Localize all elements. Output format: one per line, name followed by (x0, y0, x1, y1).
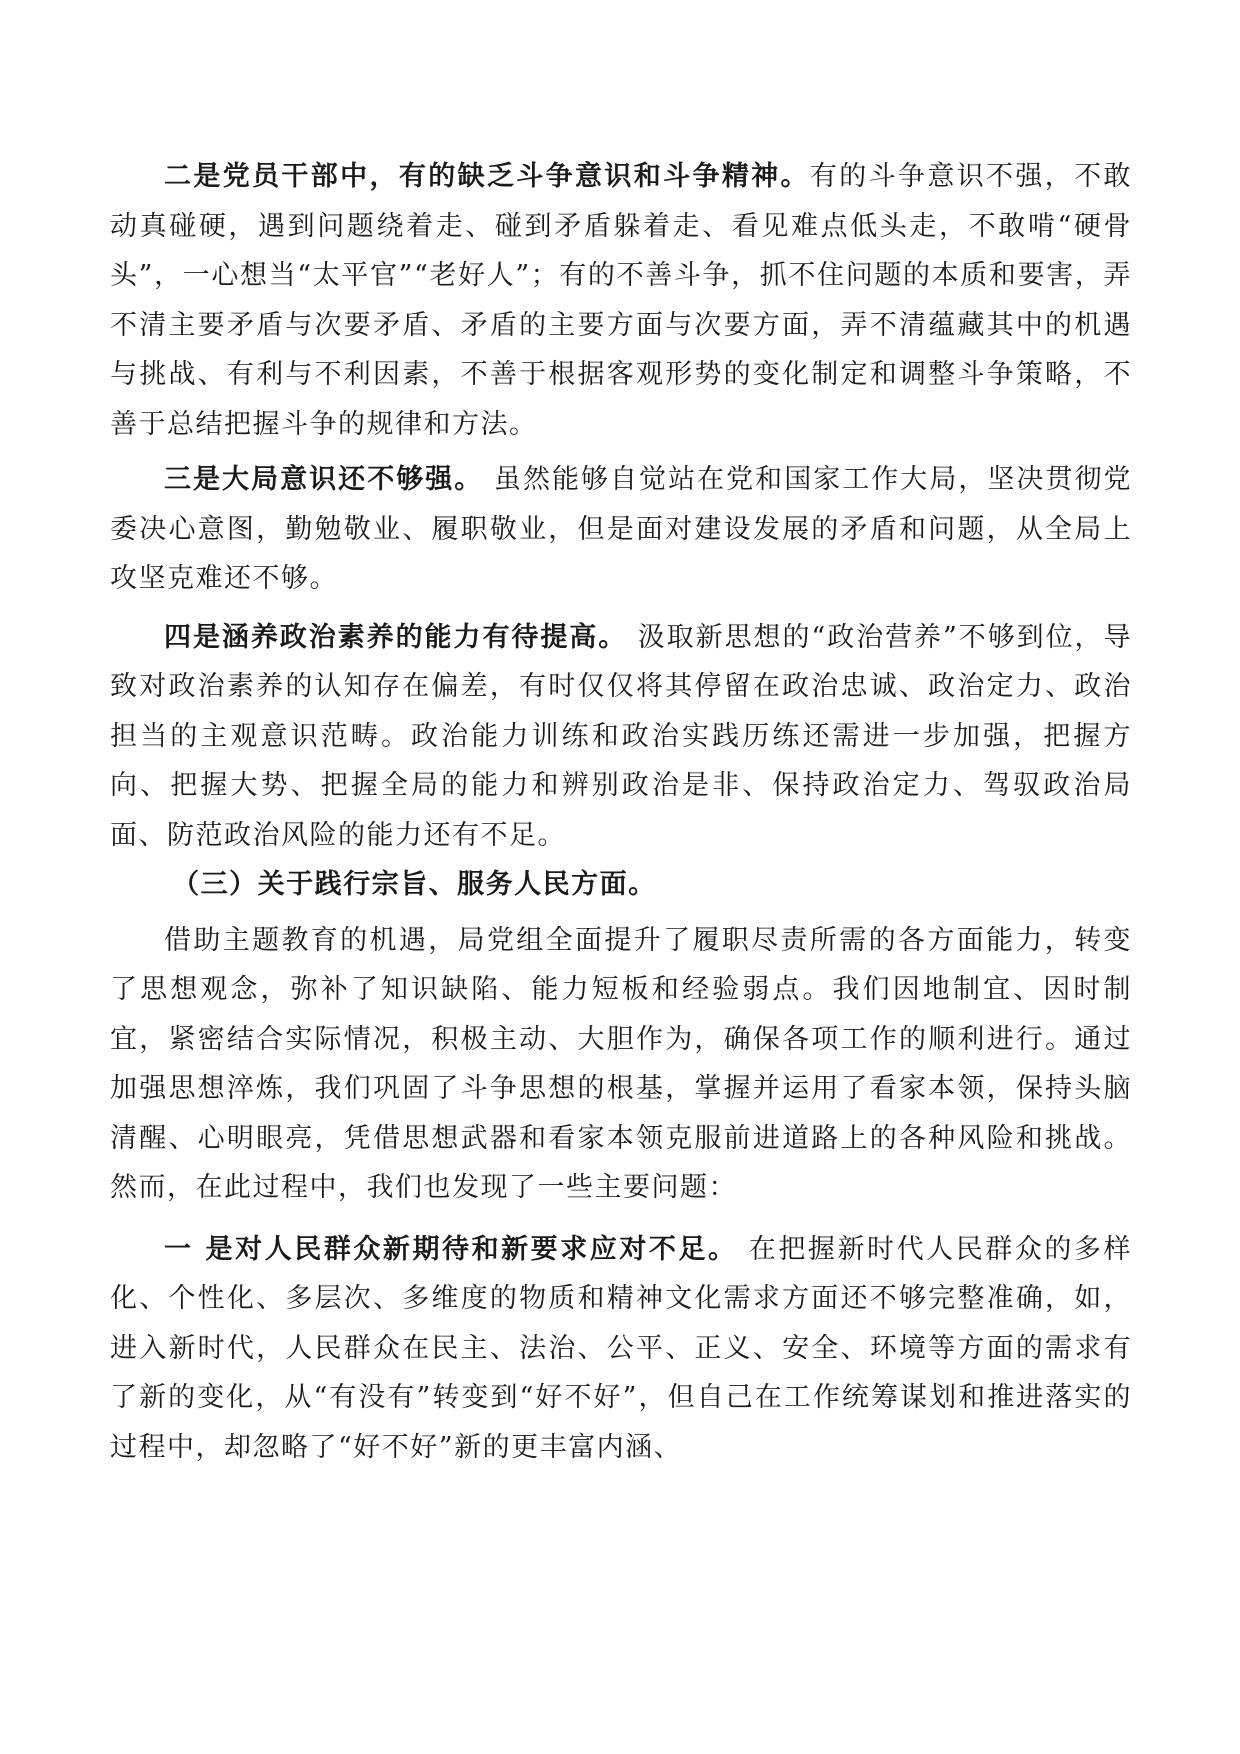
paragraph-lead: 三是大局意识还不够强。 (164, 464, 484, 495)
paragraph-people-expectations (110, 1225, 1132, 1473)
section-heading: （三）关于践行宗旨、服务人民方面。 (172, 869, 657, 900)
paragraph-lead: 二是党员干部中，有的缺乏斗争意识和斗争精神。 (164, 161, 810, 192)
paragraph-text: 在把握新时代人民群众的多样化、个性化、多层次、多维度的物质和精神文化需求方面还不够完整准确，如，进入新时代，人民群众在民主、法治、公平、正义、安全、环境等方面的需求有了新的变化，从“有没有”转变到“好不好”，但自己在工作统筹谋划和推进落实的过程中，却忽略了“好不好”新的更丰富内涵、 (110, 1233, 1132, 1463)
paragraph-lead: 一 是对人民群众新期待和新要求应对不足。 (164, 1233, 738, 1265)
paragraph-overall-awareness (110, 455, 1132, 604)
paragraph-text: 虽然能够自觉站在党和国家工作大局，坚决贯彻党委决心意图，勤勉敬业、履职敬业，但是面对建设发展的矛盾和问题，从全局上攻坚克难还不够。 (110, 464, 1132, 594)
paragraph-text: 有的斗争意识不强，不敢动真碰硬，遇到问题绕着走、碰到矛盾躲着走、看见难点低头走，不敢啃“硬骨头”，一心想当“太平官”“老好人”；有的不善斗争，抓不住问题的本质和要害，弄不清主要矛盾与次要矛盾、矛盾的主要方面与次要方面，弄不清蕴藏其中的机遇与挑战、有利与不利因素，不善于根据客观形势的变化制定和调整斗争策略，不善于总结把握斗争的规律和方法。 (110, 161, 1132, 440)
paragraph-political-literacy (110, 613, 1132, 861)
paragraph-struggle-spirit (110, 152, 1132, 449)
paragraph-lead: 四是涵养政治素养的能力有待提高。 (164, 621, 628, 653)
document-body (110, 152, 1132, 1472)
paragraph-text: 汲取新思想的“政治营养”不够到位，导致对政治素养的认知存在偏差，有时仅仅将其停留在政治忠诚、政治定力、政治担当的主观意识范畴。政治能力训练和政治实践历练还需进一步加强，把握方向、把握大势、把握全局的能力和辨别政治是非、保持政治定力、驾驭政治局面、防范政治风险的能力还有不足。 (110, 621, 1132, 851)
paragraph-theme-education: 借助主题教育的机遇，局党组全面提升了履职尽责所需的各方面能力，转变了思想观念，弥补了知识缺陷、能力短板和经验弱点。我们因地制宜、因时制宜，紧密结合实际情况，积极主动、大胆作为，确保各项工作的顺利进行。通过加强思想淬炼，我们巩固了斗争思想的根基，掌握并运用了看家本领，保持头脑清醒、心明眼亮，凭借思想武器和看家本领克服前进道路上的各种风险和挑战。然而，在此过程中，我们也发现了一些主要问题： (110, 924, 1132, 1203)
